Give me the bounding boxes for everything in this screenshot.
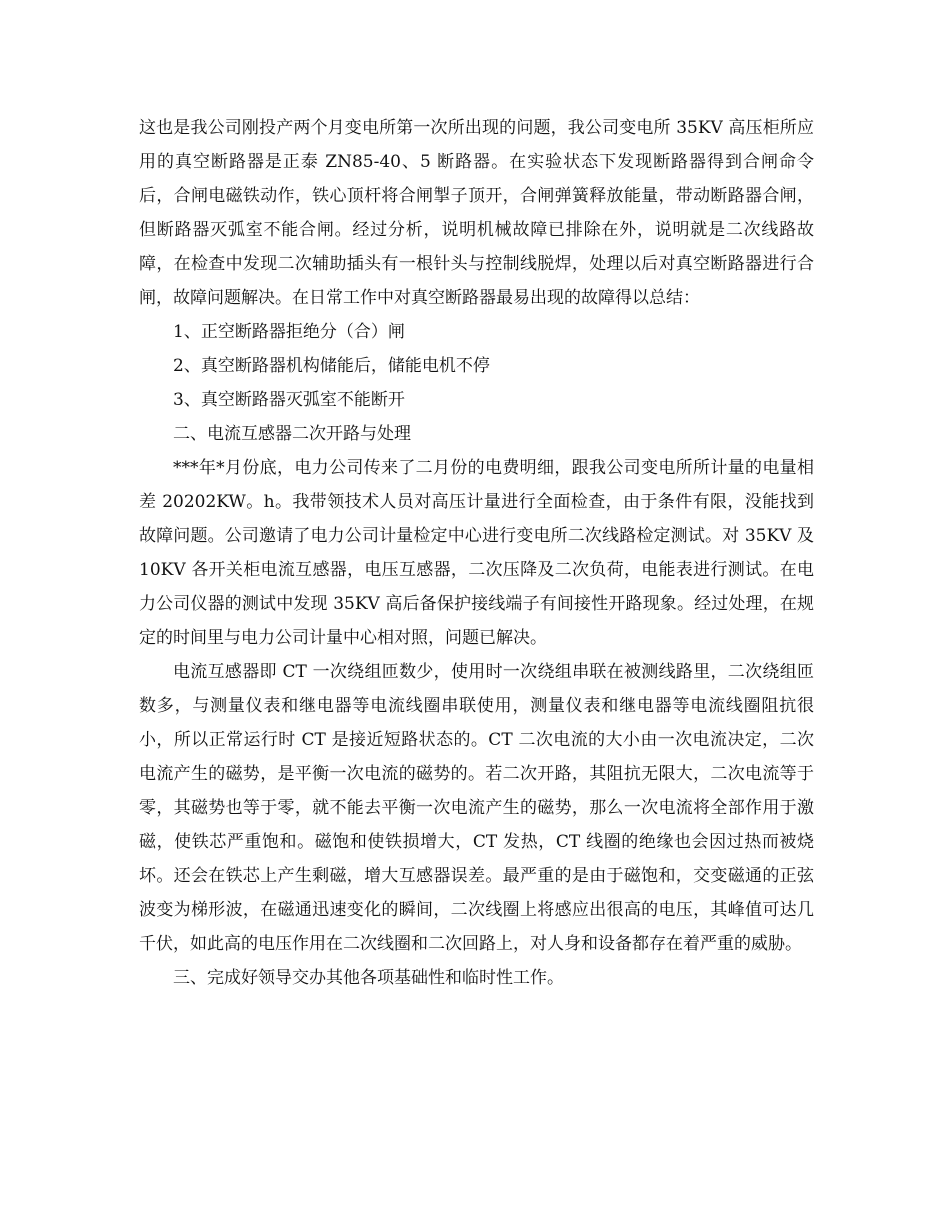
paragraph-breaker-fault-case: 这也是我公司刚投产两个月变电所第一次所出现的问题，我公司变电所 35KV 高压柜所应用的真空断路器是正泰 ZN85-40、5 断路器。在实验状态下发现断路器得到合闸命令后，合闸电磁铁动作，铁心顶杆将合闸掣子顶开，合闸弹簧释放能量，带动断路器合闸，但断路器灭弧室不能合闸。经过分析，说明机械故障已排除在外，说明就是二次线路故障，在检查中发现二次辅助插头有一根针头与控制线脱焊，处理以后对真空断路器进行合闸，故障问题解决。在日常工作中对真空断路器最易出现的故障得以总结： (139, 118, 814, 308)
list-item-fault-1: 1、正空断路器拒绝分（合）闸 (173, 322, 405, 342)
section-heading-ct-open-circuit: 二、电流互感器二次开路与处理 (173, 424, 411, 444)
list-item-fault-2: 2、真空断路器机构储能后，储能电机不停 (173, 356, 490, 376)
section-heading-other-tasks: 三、完成好领导交办其他各项基础性和临时性工作。 (173, 968, 564, 988)
paragraph-ct-explanation: 电流互感器即 CT 一次绕组匝数少，使用时一次绕组串联在被测线路里，二次绕组匝数多，与测量仪表和继电器等电流线圈串联使用，测量仪表和继电器等电流线圈阻抗很小，所以正常运行时 CT 是接近短路状态的。CT 二次电流的大小由一次电流决定，二次电流产生的磁势，是平衡一次电流的磁势的。若二次开路，其阻抗无限大，二次电流等于零，其磁势也等于零，就不能去平衡一次电流产生的磁势，那么一次电流将全部作用于激磁，使铁芯严重饱和。磁饱和使铁损增大，CT 发热，CT 线圈的绝缘也会因过热而被烧坏。还会在铁芯上产生剩磁，增大互感器误差。最严重的是由于磁饱和，交变磁通的正弦波变为梯形波，在磁通迅速变化的瞬间，二次线圈上将感应出很高的电压，其峰值可达几千伏，如此高的电压作用在二次线圈和二次回路上，对人身和设备都存在着严重的威胁。 (139, 662, 814, 954)
list-item-fault-3: 3、真空断路器灭弧室不能断开 (173, 390, 405, 410)
paragraph-metering-case: ***年*月份底，电力公司传来了二月份的电费明细，跟我公司变电所所计量的电量相差 20202KW。h。我带领技术人员对高压计量进行全面检查，由于条件有限，没能找到故障问题。公司邀请了电力公司计量检定中心进行变电所二次线路检定测试。对 35KV 及 10KV 各开关柜电流互感器，电压互感器，二次压降及二次负荷，电能表进行测试。在电力公司仪器的测试中发现 35KV 高后备保护接线端子有间接性开路现象。经过处理，在规定的时间里与电力公司计量中心相对照，问题已解决。 (139, 458, 814, 648)
document-body (139, 111, 814, 995)
